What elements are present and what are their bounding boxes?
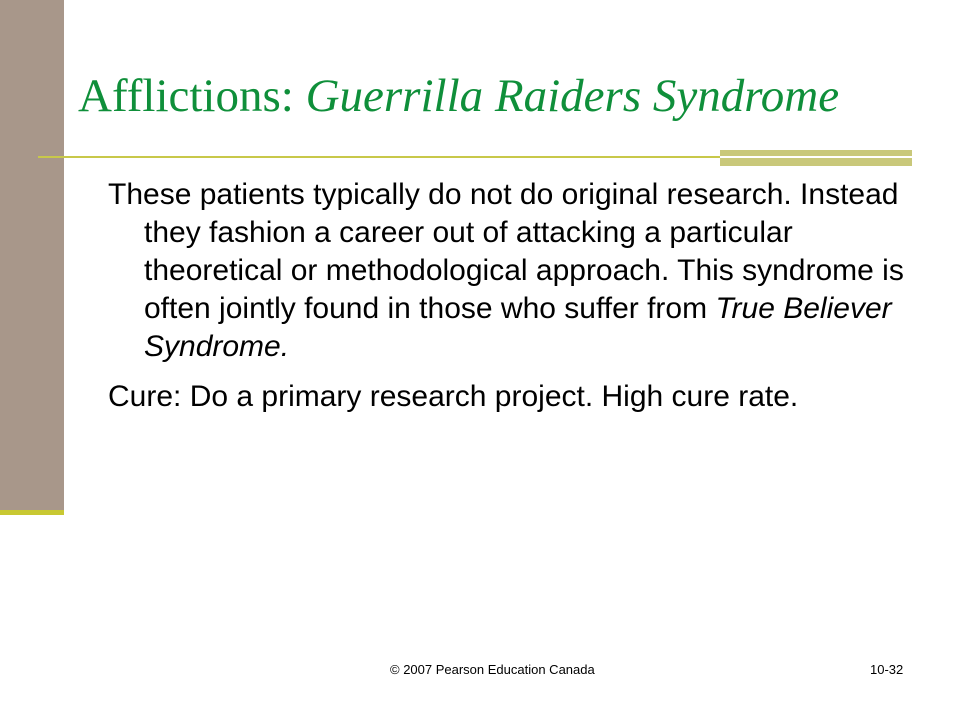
paragraph-description-italic: True Believer Syndrome.: [144, 292, 892, 363]
title-underline-accent: [720, 150, 912, 166]
body-paragraph-cure: Cure: Do a primary research project. High cure rate.: [108, 380, 799, 413]
footer-page-number: 10-32: [870, 662, 904, 677]
left-decor-bar: [0, 0, 64, 512]
body-paragraph-description: [108, 176, 908, 366]
title-underline: [38, 156, 720, 158]
footer-copyright: © 2007 Pearson Education Canada: [390, 662, 595, 677]
paragraph-description-text: These patients typically do not do original research. Instead they fashion a career out of attacking a particular theoretical or methodological approach. This syndrome is often jointly found in those who suffer from: [108, 178, 904, 325]
slide-title: [78, 64, 958, 128]
left-decor-bar-edge: [0, 510, 64, 515]
slide-body: [108, 176, 908, 428]
slide-title-plain: Afflictions:: [78, 70, 306, 122]
slide-title-italic: Guerrilla Raiders Syndrome: [305, 70, 840, 122]
